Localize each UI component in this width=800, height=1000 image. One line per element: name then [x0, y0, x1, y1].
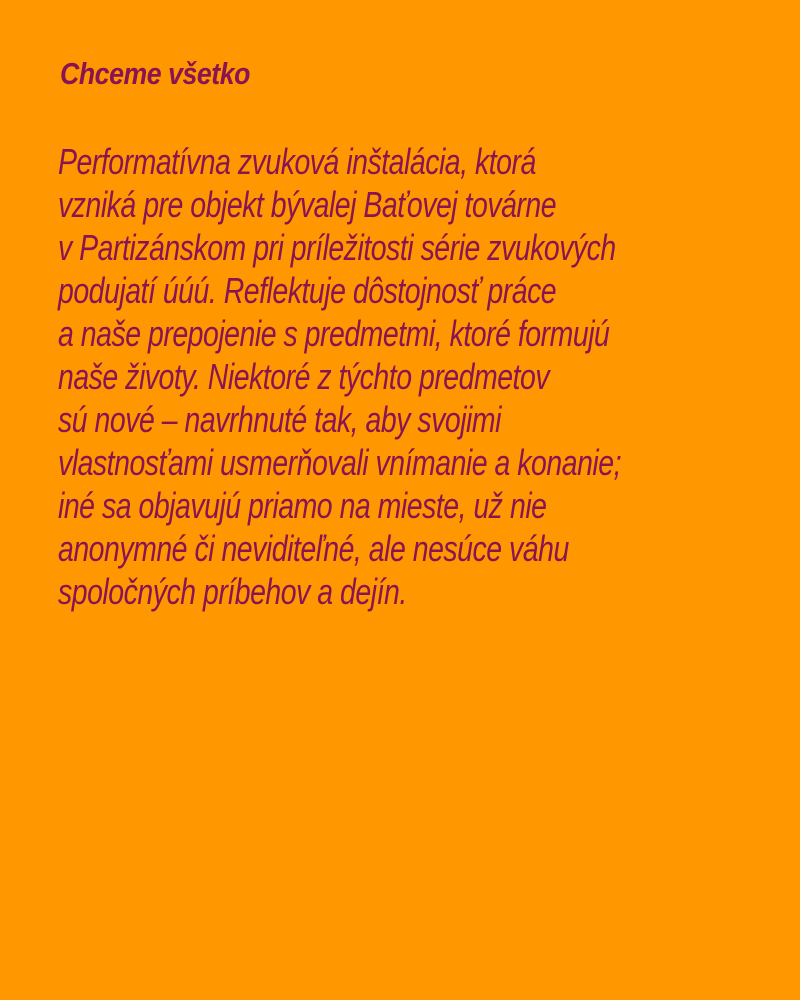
page-title: Chceme všetko — [60, 56, 251, 91]
description-paragraph — [58, 140, 771, 613]
paragraph-line: naše životy. Niektoré z týchto predmetov — [58, 356, 550, 397]
paragraph-line: v Partizánskom pri príležitosti série zvukových — [58, 227, 616, 268]
paragraph-line: a naše prepojenie s predmetmi, ktoré formujú — [58, 313, 610, 354]
paragraph-line: spoločných príbehov a dejín. — [58, 571, 407, 612]
paragraph-line: sú nové – navrhnuté tak, aby svojimi — [58, 399, 501, 440]
paragraph-line: anonymné či neviditeľné, ale nesúce váhu — [58, 528, 569, 569]
paragraph-line: podujatí úúú. Reflektuje dôstojnosť práce — [58, 270, 557, 311]
paragraph-line: vlastnosťami usmerňovali vnímanie a konanie; — [58, 442, 622, 483]
paragraph-line: iné sa objavujú priamo na mieste, už nie — [58, 485, 547, 526]
paragraph-line: vzniká pre objekt bývalej Baťovej továrne — [58, 184, 557, 225]
paragraph-line: Performatívna zvuková inštalácia, ktorá — [58, 141, 536, 182]
